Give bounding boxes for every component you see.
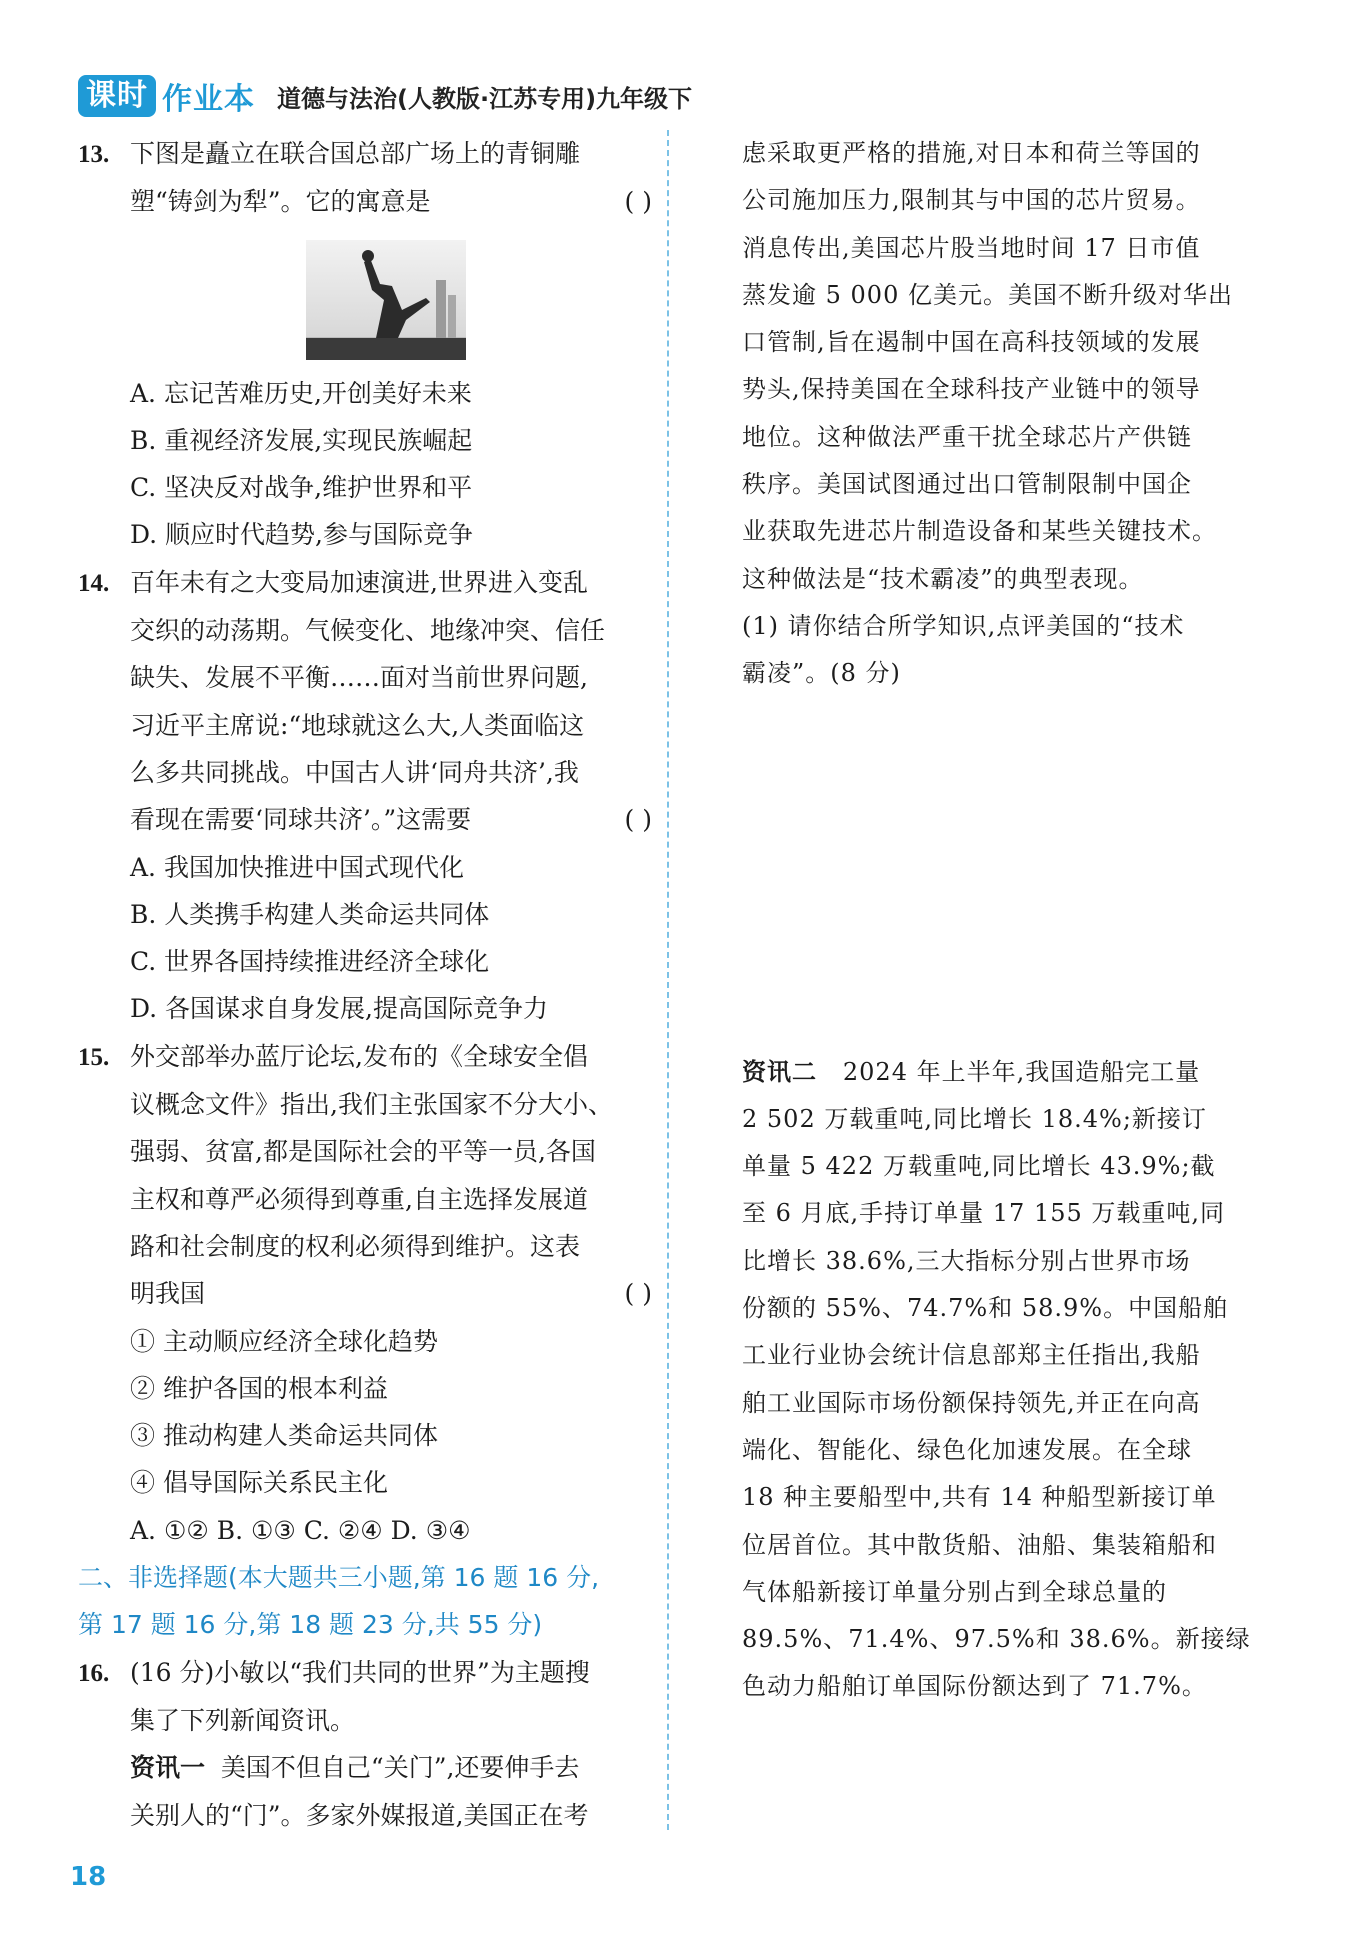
logo-text: 作业本 — [162, 82, 255, 117]
news-2-text-line: 18 种主要船型中,共有 14 种船型新接订单 — [742, 1483, 1217, 1512]
news-2 — [742, 1048, 1262, 1711]
news-2-text-line: 份额的 55%、74.7%和 58.9%。中国船舶 — [742, 1294, 1229, 1323]
news-1-text-line: 消息传出,美国芯片股当地时间 17 日市值 — [742, 233, 1201, 262]
option-b: B. 重视经济发展,实现民族崛起 — [130, 425, 473, 455]
option-a: A. 忘记苦难历史,开创美好未来 — [130, 378, 472, 408]
answer-parentheses: ( ) — [624, 805, 652, 835]
news-1-text-line: 口管制,旨在遏制中国在高科技领域的发展 — [742, 328, 1201, 357]
header — [78, 72, 692, 120]
sword-into-plowshare-statue-image — [306, 240, 466, 360]
news-2-text-line: 色动力船舶订单国际份额达到了 71.7%。 — [742, 1672, 1207, 1701]
statement-item: ④ 倡导国际关系民主化 — [130, 1468, 388, 1498]
question-text-line: 强弱、贫富,都是国际社会的平等一员,各国 — [130, 1137, 596, 1167]
news-1-text-line: 业获取先进芯片制造设备和某些关键技术。 — [742, 517, 1217, 546]
sub-question-1 — [742, 603, 1262, 698]
question-text-line: 么多共同挑战。中国古人讲‘同舟共济’,我 — [130, 757, 579, 787]
news-1-text-line: 这种做法是“技术霸凌”的典型表现。 — [742, 564, 1144, 593]
statement-item: ② 维护各国的根本利益 — [130, 1373, 388, 1403]
news-2-text-line: 2 502 万载重吨,同比增长 18.4%;新接订 — [742, 1104, 1207, 1133]
news-1-continued — [742, 130, 1262, 603]
news-1-label: 资讯一 — [130, 1753, 206, 1783]
question-text-line: 外交部举办蓝厅论坛,发布的《全球安全倡 — [130, 1041, 588, 1071]
question-number: 14. — [78, 569, 110, 597]
option-d: D. 各国谋求自身发展,提高国际竞争力 — [130, 994, 548, 1024]
answer-blank-area[interactable] — [742, 698, 1262, 1048]
question-text-line: 明我国 — [130, 1279, 206, 1309]
column-divider — [667, 130, 669, 1830]
answer-parentheses: ( ) — [624, 1279, 652, 1309]
news-1-text-line: 秩序。美国试图通过出口管制限制中国企 — [742, 470, 1192, 499]
section-heading-nonchoice — [78, 1554, 652, 1649]
news-1-text-line: 势头,保持美国在全球科技产业链中的领导 — [742, 375, 1201, 404]
news-2-text-line: 位居首位。其中散货船、油船、集装箱船和 — [742, 1530, 1217, 1559]
news-2-text-line: 气体船新接订单量分别占到全球总量的 — [742, 1577, 1167, 1606]
news-2-text-line: 端化、智能化、绿色化加速发展。在全球 — [742, 1435, 1192, 1464]
question-text-line: 路和社会制度的权利必须得到维护。这表 — [130, 1231, 581, 1261]
news-2-label: 资讯二 — [742, 1056, 817, 1086]
statement-item: ① 主动顺应经济全球化趋势 — [130, 1326, 438, 1356]
option-c: C. 坚决反对战争,维护世界和平 — [130, 473, 473, 503]
news-2-text-line: 单量 5 422 万载重吨,同比增长 43.9%;截 — [742, 1152, 1216, 1181]
question-text-line: 下图是矗立在联合国总部广场上的青铜雕 — [130, 139, 581, 168]
left-column — [78, 130, 652, 1839]
news-1-text-line: 美国不但自己“关门”,还要伸手去 — [220, 1753, 580, 1783]
option-b: B. 人类携手构建人类命运共同体 — [130, 899, 490, 929]
option-c: C. 世界各国持续推进经济全球化 — [130, 947, 490, 977]
question-text-line: 看现在需要‘同球共济’。”这需要 — [130, 805, 472, 835]
question-15 — [78, 1033, 652, 1554]
news-2-text-line: 比增长 38.6%,三大指标分别占世界市场 — [742, 1246, 1191, 1275]
question-text-line: 交织的动荡期。气候变化、地缘冲突、信任 — [130, 616, 606, 646]
question-text-line: 习近平主席说:“地球就这么大,人类面临这 — [130, 710, 585, 740]
news-2-text-line: 89.5%、71.4%、97.5%和 38.6%。新接绿 — [742, 1625, 1251, 1654]
question-text-line: 主权和尊严必须得到尊重,自主选择发展道 — [130, 1184, 588, 1214]
statement-item: ③ 推动构建人类命运共同体 — [130, 1421, 438, 1451]
news-1-text-line: 地位。这种做法严重干扰全球芯片产供链 — [742, 422, 1192, 451]
news-2-text-line: 2024 年上半年,我国造船完工量 — [842, 1057, 1201, 1086]
news-1-text-line: 蒸发逾 5 000 亿美元。美国不断升级对华出 — [742, 280, 1233, 309]
question-number: 16. — [78, 1659, 110, 1687]
question-text-line: 集了下列新闻资讯。 — [130, 1705, 356, 1735]
right-column — [742, 130, 1262, 1711]
option-d: D. 顺应时代趋势,参与国际竞争 — [130, 520, 473, 550]
news-2-text-line: 工业行业协会统计信息部郑主任指出,我船 — [742, 1341, 1201, 1370]
question-16 — [78, 1649, 652, 1839]
statue-figure-icon — [306, 240, 466, 360]
option-a: A. 我国加快推进中国式现代化 — [130, 852, 464, 882]
section-heading-line: 第 17 题 16 分,第 18 题 23 分,共 55 分) — [78, 1610, 543, 1640]
answer-choices: A. ①② B. ①③ C. ②④ D. ③④ — [130, 1515, 471, 1545]
news-2-text-line: 至 6 月底,手持订单量 17 155 万载重吨,同 — [742, 1199, 1226, 1228]
question-number: 15. — [78, 1043, 110, 1071]
page-number: 18 — [70, 1862, 107, 1892]
news-1-text-line: 虑采取更严格的措施,对日本和荷兰等国的 — [742, 139, 1201, 167]
question-text-line: 议概念文件》指出,我们主张国家不分大小、 — [130, 1090, 613, 1120]
news-1-text-line: 关别人的“门”。多家外媒报道,美国正在考 — [130, 1800, 589, 1830]
sub-question-text-line: 霸凌”。(8 分) — [742, 659, 901, 688]
question-number: 13. — [78, 141, 110, 168]
book-subtitle: 道德与法治(人教版·江苏专用)九年级下 — [277, 84, 693, 113]
answer-parentheses: ( ) — [624, 187, 652, 217]
news-1-text-line: 公司施加压力,限制其与中国的芯片贸易。 — [742, 186, 1201, 215]
question-text-line: 塑“铸剑为犁”。它的寓意是 — [130, 187, 431, 217]
question-14 — [78, 559, 652, 1033]
logo-badge: 课时 — [78, 75, 156, 117]
question-text-line: 百年未有之大变局加速演进,世界进入变乱 — [130, 567, 588, 597]
sub-question-text-line: (1) 请你结合所学知识,点评美国的“技术 — [742, 611, 1185, 640]
news-2-text-line: 舶工业国际市场份额保持领先,并正在向高 — [742, 1388, 1201, 1417]
question-text-line: (16 分)小敏以“我们共同的世界”为主题搜 — [130, 1657, 590, 1687]
question-text-line: 缺失、发展不平衡……面对当前世界问题, — [130, 663, 588, 693]
section-heading-line: 二、非选择题(本大题共三小题,第 16 题 16 分, — [78, 1563, 600, 1593]
question-13 — [78, 130, 652, 559]
